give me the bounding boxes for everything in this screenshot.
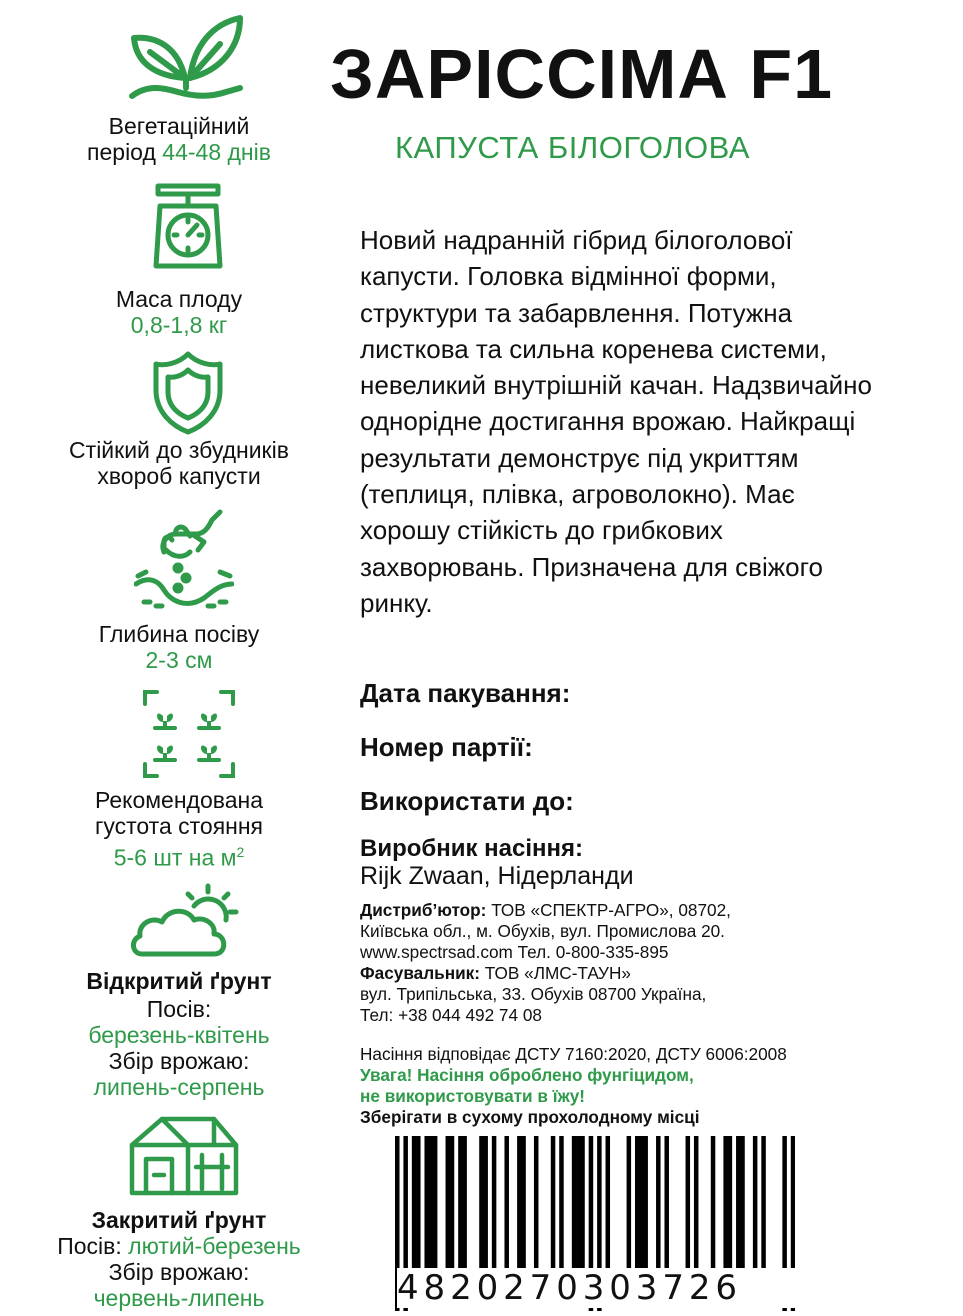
barcode-bar xyxy=(606,1136,611,1268)
vegetation-label xyxy=(0,113,358,165)
closed-ground-sow-label: Посів: xyxy=(57,1233,122,1259)
barcode-bar xyxy=(559,1136,564,1268)
barcode-bar xyxy=(517,1136,522,1268)
barcode-bar xyxy=(635,1136,640,1268)
barcode-bar xyxy=(694,1136,699,1268)
product-subtitle: КАПУСТА БІЛОГОЛОВА xyxy=(395,130,750,165)
pack-date-label: Дата пакування: xyxy=(360,678,571,708)
closed-ground-harvest-label: Збір врожаю: xyxy=(108,1259,250,1285)
greenhouse-icon xyxy=(128,1115,240,1197)
barcode-bar xyxy=(728,1136,733,1268)
use-by-label: Використати до: xyxy=(360,786,574,816)
closed-ground-block xyxy=(0,1207,358,1311)
barcode-bar xyxy=(534,1136,539,1268)
barcode-bar xyxy=(723,1136,728,1268)
density-line1: Рекомендована xyxy=(95,787,263,813)
barcode-bar xyxy=(429,1136,434,1268)
barcode-bar xyxy=(433,1136,438,1268)
barcode-bar xyxy=(761,1136,766,1268)
barcode-bar xyxy=(416,1136,421,1268)
packer-label: Фасувальник: xyxy=(360,963,481,983)
barcode-bar xyxy=(736,1136,741,1268)
vegetation-line1: Вегетаційний xyxy=(108,113,250,139)
barcode-bar xyxy=(576,1136,581,1268)
shield-icon xyxy=(150,350,226,436)
barcode-bar xyxy=(664,1136,669,1268)
resistance-label xyxy=(0,437,358,489)
open-ground-harvest-label: Збір врожаю: xyxy=(108,1048,250,1074)
barcode-bar xyxy=(483,1136,488,1268)
density-label xyxy=(0,787,358,871)
open-ground-sow-label: Посів: xyxy=(146,996,212,1022)
product-title: ЗАРІССІМА F1 xyxy=(330,35,834,113)
barcode-bar xyxy=(450,1136,455,1268)
open-ground-block xyxy=(0,968,358,1100)
vegetation-prefix: період xyxy=(87,139,156,165)
open-ground-harvest-value: липень-серпень xyxy=(93,1074,265,1100)
vegetation-value: 44-48 днів xyxy=(162,139,271,165)
warning-line2: не використовувати в їжу! xyxy=(360,1086,586,1106)
sowing-hand-icon xyxy=(134,506,234,618)
barcode-bar xyxy=(492,1136,497,1268)
plant-density-icon xyxy=(141,688,237,780)
barcode-bar xyxy=(504,1136,509,1268)
sun-cloud-icon xyxy=(128,880,244,960)
packer-line1: ТОВ «ЛМС-ТАУН» xyxy=(484,963,631,983)
barcode-bar xyxy=(521,1136,526,1268)
barcode-bar xyxy=(462,1136,467,1268)
barcode-bar xyxy=(424,1136,429,1268)
barcode-bar xyxy=(753,1136,758,1268)
barcode-bar xyxy=(740,1136,745,1268)
warning-line1: Увага! Насіння оброблено фунгіцидом, xyxy=(360,1065,694,1085)
barcode-bar xyxy=(572,1136,577,1268)
barcode-bar xyxy=(639,1136,644,1268)
mass-title: Маса плоду xyxy=(115,286,243,312)
distributor-label: Дистриб’ютор: xyxy=(360,900,487,920)
barcode-bar xyxy=(479,1136,484,1268)
producer-value: Rijk Zwaan, Нідерланди xyxy=(360,862,634,890)
open-ground-sow-value: березень-квітень xyxy=(88,1022,270,1048)
distributor-website-phone: www.spectrsad.com Тел. 0-800-335-895 xyxy=(360,942,669,962)
mass-value: 0,8-1,8 кг xyxy=(130,312,228,338)
barcode-bar xyxy=(412,1136,417,1268)
batch-label: Номер партії: xyxy=(360,732,533,762)
notices-block xyxy=(360,1044,787,1128)
barcode-bar xyxy=(580,1136,585,1268)
distributor-block xyxy=(360,900,731,1026)
packer-phone: Тел: +38 044 492 74 08 xyxy=(360,1005,542,1025)
barcode-bar xyxy=(627,1136,632,1268)
barcode-bar xyxy=(458,1136,463,1268)
scale-icon xyxy=(150,180,226,272)
density-unit-sup: 2 xyxy=(236,844,245,860)
depth-title: Глибина посіву xyxy=(98,621,260,647)
resistance-line1: Стійкий до збудників xyxy=(69,437,289,463)
barcode-number: 4820270303726 xyxy=(397,1268,797,1308)
producer-label: Виробник насіння: xyxy=(360,835,584,862)
depth-label xyxy=(0,621,358,673)
closed-ground-title: Закритий ґрунт xyxy=(91,1207,267,1233)
density-value: 5-6 шт на м xyxy=(113,844,237,871)
distributor-line1: ТОВ «СПЕКТР-АГРО», 08702, xyxy=(491,900,731,920)
sprout-icon xyxy=(128,8,246,103)
open-ground-title: Відкритий ґрунт xyxy=(86,968,272,994)
product-description: Новий надранній гібрид білоголової капусти. Головка відмінної форми, структури та забарвлення. Потужна листкова та сильна коренева системи, невеликий внутрішній качан. Надзвичайно однорідне достигання врожаю. Найкращі результати демонструє під укриттям (теплиця, плівка, агроволокно). Має хорошу стійкість до грибкових захворювань. Призначена для свіжого ринку. xyxy=(360,225,872,618)
standard-notice: Насіння відповідає ДСТУ 7160:2020, ДСТУ 6006:2008 xyxy=(360,1044,787,1064)
barcode-bar xyxy=(656,1136,661,1268)
depth-value: 2-3 см xyxy=(145,647,213,673)
barcode-bar xyxy=(686,1136,691,1268)
barcode-bar xyxy=(643,1136,648,1268)
barcode-bar xyxy=(551,1136,556,1268)
closed-ground-sow-value: лютий-березень xyxy=(128,1233,301,1259)
packer-line2: вул. Трипільська, 33. Обухів 08700 Україна, xyxy=(360,984,707,1004)
mass-label xyxy=(0,286,358,338)
barcode-bar xyxy=(446,1136,451,1268)
storage-notice: Зберігати в сухому прохолодному місці xyxy=(360,1107,700,1127)
barcode-bar xyxy=(711,1136,716,1268)
closed-ground-harvest-value: червень-липень xyxy=(93,1285,265,1311)
density-line2: густота стояння xyxy=(94,813,264,839)
distributor-line2: Київська обл., м. Обухів, вул. Промислова 20. xyxy=(360,921,725,941)
resistance-line2: хвороб капусти xyxy=(97,463,261,489)
